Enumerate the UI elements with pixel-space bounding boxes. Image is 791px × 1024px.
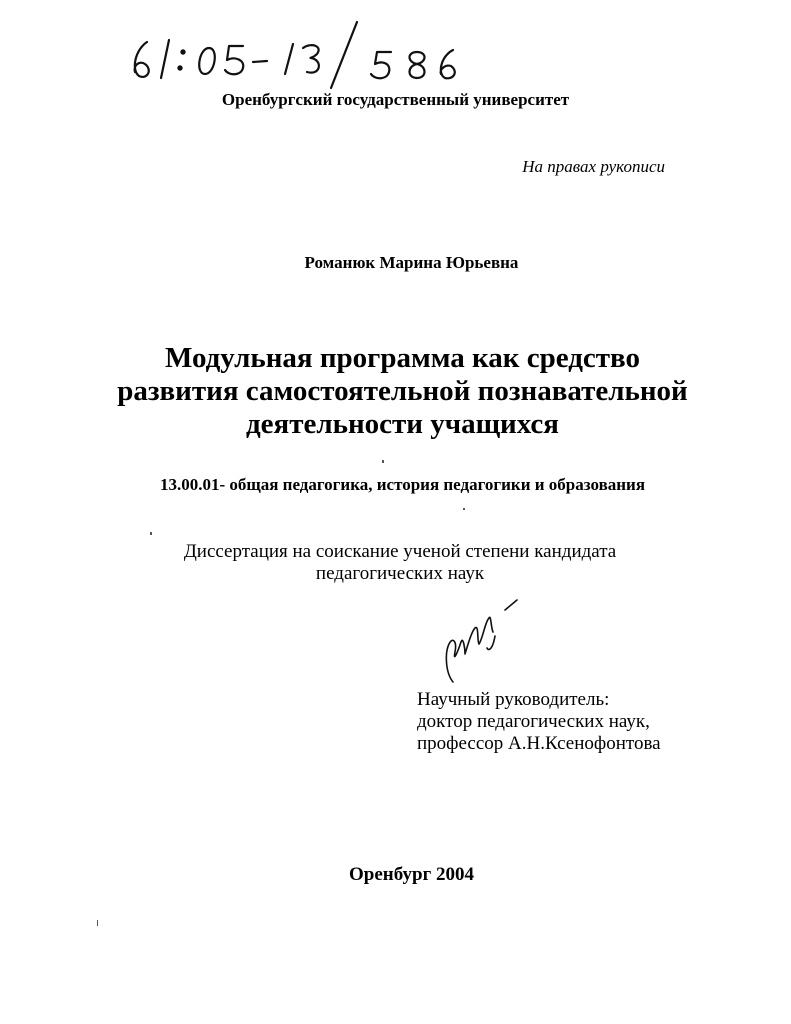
supervisor-line: доктор педагогических наук, [417, 711, 650, 732]
city-and-year: Оренбург 2004 [349, 864, 474, 885]
specialty-code: 13.00.01- общая педагогика, история педагогики и образования [159, 475, 646, 494]
scan-speck [463, 508, 465, 510]
manuscript-rights-note: На правах рукописи [522, 157, 665, 176]
degree-line: педагогических наук [315, 563, 485, 584]
dissertation-title [60, 342, 745, 441]
scan-speck [382, 460, 384, 463]
degree-statement [120, 541, 680, 585]
university-name: Оренбургский государственный университет [221, 90, 570, 109]
supervisor-line: Научный руководитель: [417, 689, 610, 710]
scan-speck [97, 920, 98, 926]
supervisor-line: профессор А.Н.Ксенофонтова [417, 733, 661, 754]
handwritten-archive-code [125, 18, 485, 96]
title-line: деятельности учащихся [245, 408, 559, 440]
degree-line: Диссертация на соискание ученой степени кандидата [183, 541, 617, 562]
author-name: Романюк Марина Юрьевна [304, 253, 519, 272]
scientific-supervisor [417, 689, 737, 755]
title-line: Модульная программа как средство [164, 342, 641, 374]
scan-speck [150, 532, 152, 535]
title-line: развития самостоятельной познавательной [117, 375, 688, 407]
handwritten-signature [435, 592, 535, 687]
